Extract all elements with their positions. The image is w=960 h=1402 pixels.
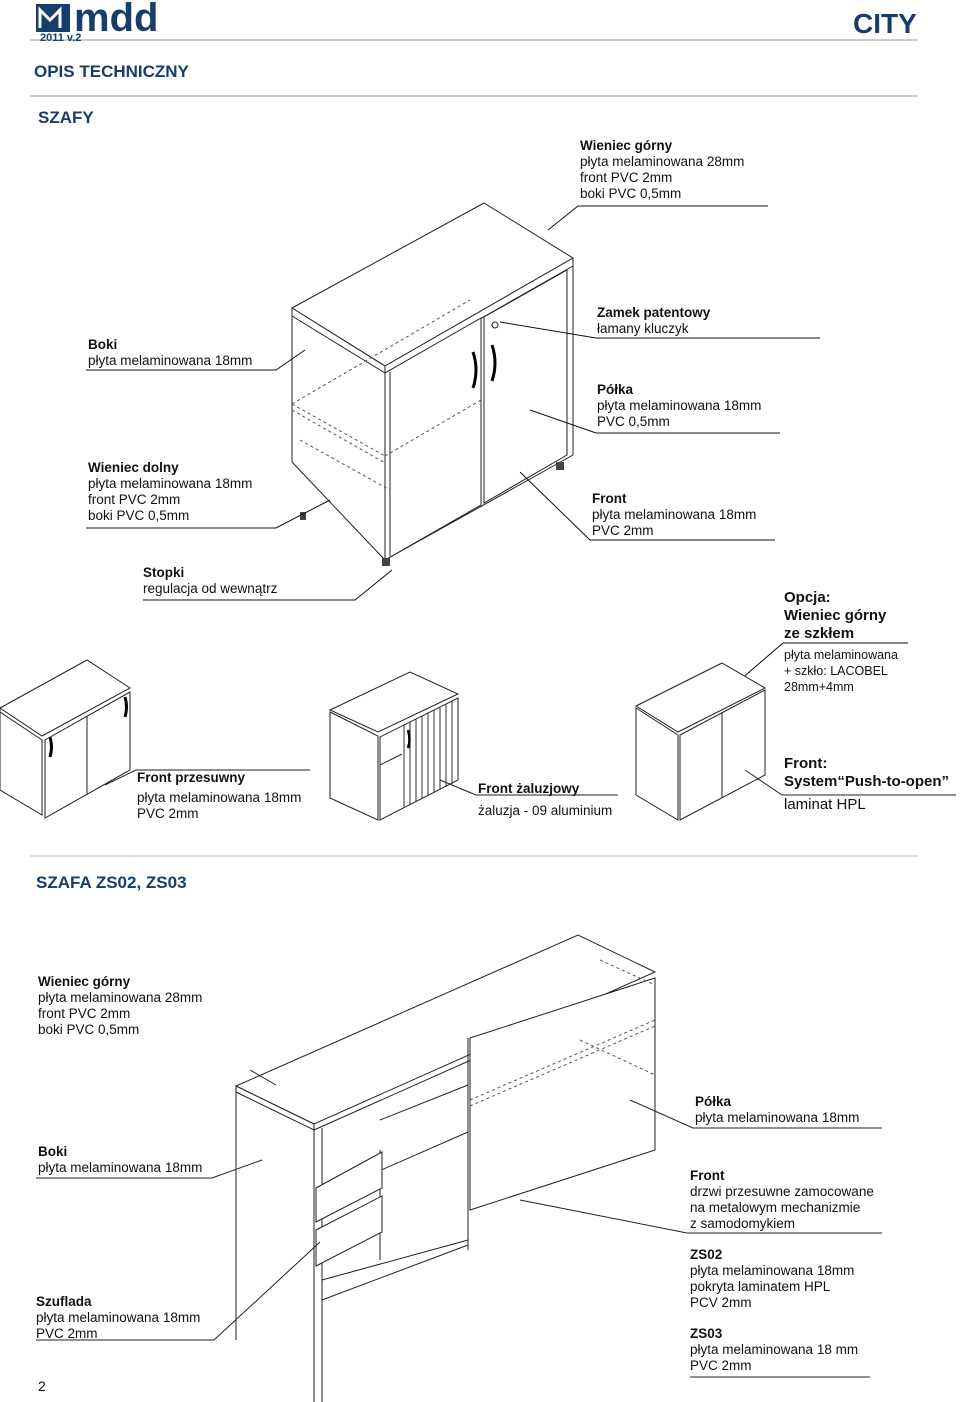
label-front-zaluzjowy: Front żaluzjowy żaluzja - 09 aluminium — [478, 781, 613, 818]
label-front-push: Front: System“Push-to-open” laminat HPL — [784, 755, 950, 813]
page-title: CITY — [853, 8, 917, 39]
szafy-heading: SZAFY — [38, 108, 94, 127]
label-front-przesuwny: Front przesuwny płyta melaminowana 18mm PVC 2mm — [137, 770, 302, 821]
label-zs02: ZS02 płyta melaminowana 18mm pokryta laminatem HPL PCV 2mm — [690, 1247, 855, 1310]
cabinet-main-drawing — [292, 203, 573, 566]
page-number: 2 — [38, 1378, 46, 1394]
label-zs03: ZS03 płyta melaminowana 18 mm PVC 2mm — [690, 1326, 859, 1373]
logo-mark — [36, 4, 70, 32]
label-wieniec-gorny: Wieniec górny płyta melaminowana 28mm front PVC 2mm boki PVC 0,5mm — [580, 138, 745, 201]
szafa-zs-heading: SZAFA ZS02, ZS03 — [36, 873, 187, 892]
section-title: OPIS TECHNICZNY — [34, 62, 189, 81]
logo-text: mdd — [74, 0, 159, 40]
label-polka: Półka płyta melaminowana 18mm PVC 0,5mm — [597, 382, 762, 429]
label-szuflada: Szuflada płyta melaminowana 18mm PVC 2mm — [36, 1294, 201, 1341]
label-zs-wieniec-gorny: Wieniec górny płyta melaminowana 28mm front PVC 2mm boki PVC 0,5mm — [38, 974, 203, 1037]
label-boki: Boki płyta melaminowana 18mm — [88, 337, 253, 368]
label-opcja: Opcja: Wieniec górny ze szkłem płyta melaminowana + szkło: LACOBEL 28mm+4mm — [784, 589, 898, 694]
version-label: 2011 v.2 — [40, 32, 82, 44]
label-zs-boki: Boki płyta melaminowana 18mm — [38, 1144, 203, 1175]
label-wieniec-dolny: Wieniec dolny płyta melaminowana 18mm front PVC 2mm boki PVC 0,5mm — [88, 460, 253, 523]
label-zamek: Zamek patentowy łamany kluczyk — [597, 305, 711, 336]
label-zs-front: Front drzwi przesuwne zamocowane na metalowym mechanizmie z samodomykiem — [690, 1168, 874, 1231]
label-stopki: Stopki regulacja od wewnątrz — [143, 565, 278, 596]
label-front: Front płyta melaminowana 18mm PVC 2mm — [592, 491, 757, 538]
label-zs-polka: Półka płyta melaminowana 18mm — [695, 1094, 860, 1125]
